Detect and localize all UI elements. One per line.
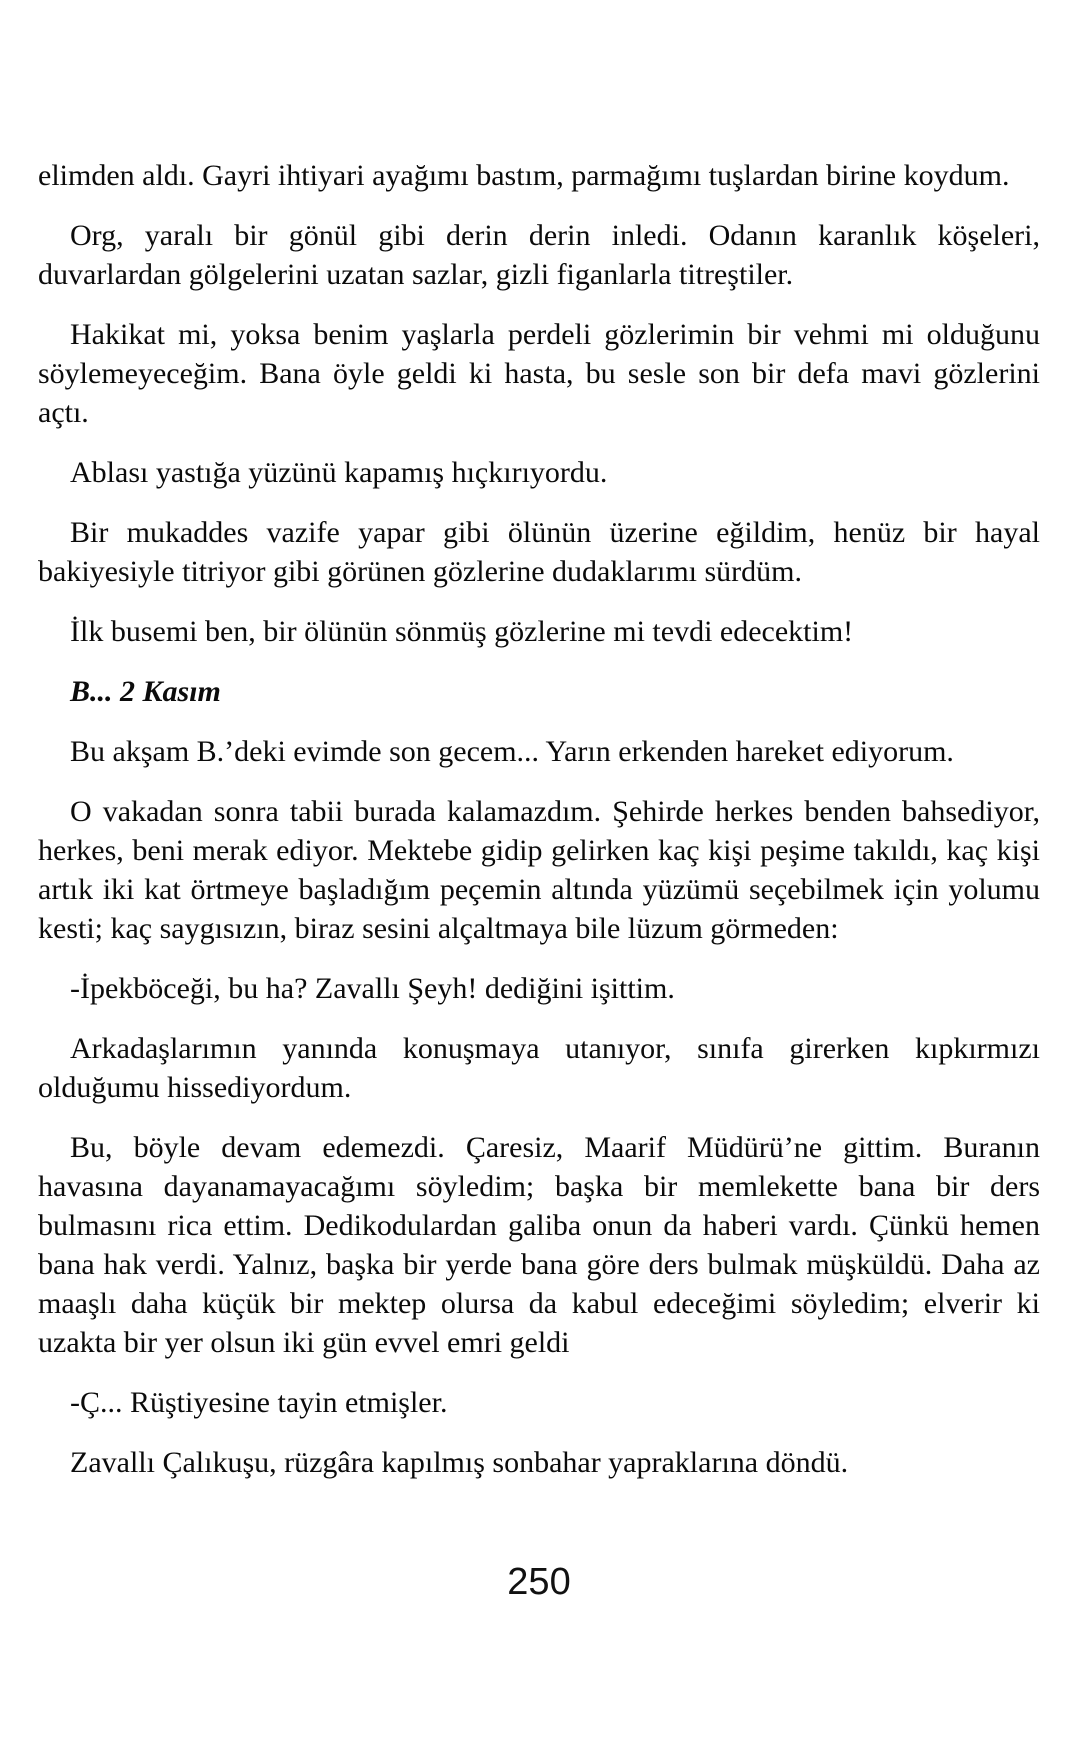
diary-date-heading: B... 2 Kasım (70, 675, 221, 708)
paragraph: Bu, böyle devam edemezdi. Çaresiz, Maarif Müdürü’ne gittim. Buranın havasına dayanamayacağımı söyledim; başka bir memlekette bana bir ders bulmasını rica ettim. Dedikodulardan galiba onun da haberi vardı. Çünkü hemen bana hak verdi. Yalnız, başka bir yerde bana göre ders bulmak müşküldü. Daha az maaşlı daha küçük bir mektep olursa da kabul edeceğimi söyledim; elverir ki uzakta bir yer olsun iki gün evvel emri geldi (38, 1131, 1040, 1359)
paragraph: O vakadan sonra tabii burada kalamazdım. Şehirde herkes benden bahsediyor, herkes, beni merak ediyor. Mektebe gidip gelirken kaç kişi peşime takıldı, kaç kişi artık iki kat örtmeye başladığım peçemin altında yüzümü seçebilmek için yolumu kesti; kaç saygısızın, biraz sesini alçaltmaya bile lüzum görmeden: (38, 795, 1040, 945)
paragraph: Bu akşam B.’deki evimde son gecem... Yarın erkenden hareket ediyorum. (70, 735, 954, 768)
paragraph: Org, yaralı bir gönül gibi derin derin inledi. Odanın karanlık köşeleri, duvarlardan gölgelerini uzatan sazlar, gizli figanlarla titreştiler. (38, 219, 1040, 291)
paragraph: İlk busemi ben, bir ölünün sönmüş gözlerine mi tevdi edecektim! (70, 615, 854, 648)
paragraph: Ablası yastığa yüzünü kapamış hıçkırıyordu. (70, 456, 608, 489)
paragraph: Zavallı Çalıkuşu, rüzgâra kapılmış sonbahar yapraklarına döndü. (70, 1446, 849, 1479)
paragraph: Arkadaşlarımın yanında konuşmaya utanıyor, sınıfa girerken kıpkırmızı olduğumu hissediyordum. (38, 1032, 1040, 1104)
page-number: 250 (507, 1561, 571, 1603)
dialogue-line: -Ç... Rüştiyesine tayin etmişler. (70, 1386, 448, 1419)
dialogue-line: -İpekböceği, bu ha? Zavallı Şeyh! dediğini işittim. (70, 972, 675, 1005)
page-text (38, 156, 1040, 1482)
paragraph: elimden aldı. Gayri ihtiyari ayağımı bastım, parmağımı tuşlardan birine koydum. (38, 159, 1010, 192)
paragraph: Bir mukaddes vazife yapar gibi ölünün üzerine eğildim, henüz bir hayal bakiyesiyle titriyor gibi görünen gözlerine dudaklarımı sürdüm. (38, 516, 1040, 588)
paragraph: Hakikat mi, yoksa benim yaşlarla perdeli gözlerimin bir vehmi mi olduğunu söylemeyeceğim. Bana öyle geldi ki hasta, bu sesle son bir defa mavi gözlerini açtı. (38, 318, 1040, 429)
